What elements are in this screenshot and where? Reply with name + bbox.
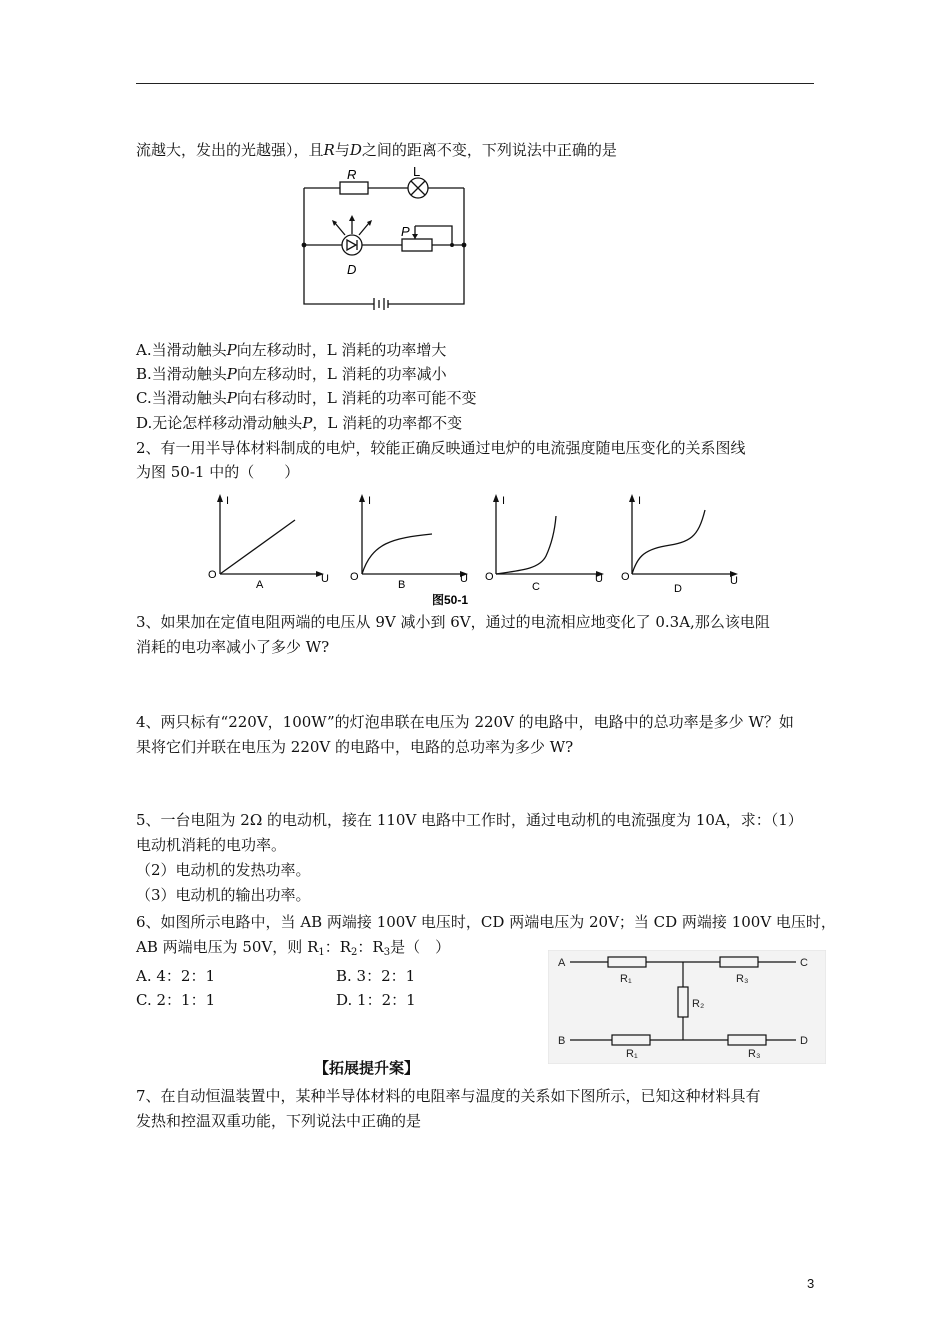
graph-a-origin: O [208,569,217,581]
graph-b-letter: B [398,579,406,591]
q5-line-2: 电动机消耗的电功率。 [136,836,287,854]
graph-a-axis-i: I [226,495,230,507]
graph-d-letter: D [674,583,682,595]
graph-a-axis-u: U [321,573,329,585]
q7-line-2: 发热和控温双重功能，下列说法中正确的是 [136,1112,422,1130]
q2-line-2: 为图 50-1 中的（ ） [136,463,300,481]
page-number: 3 [807,1276,815,1291]
q5-line-1: 5、一台电阻为 2Ω 的电动机，接在 110V 电路中工作时，通过电动机的电流强度为 10A，求：（1） [136,811,803,829]
q6-option-d: D. 1：2：1 [336,991,416,1009]
circuit-label-d: D [347,262,357,277]
q1-stem: 流越大，发出的光越强），且R与D之间的距离不变，下列说法中正确的是 [136,141,617,159]
terminal-a: A [558,957,566,969]
q6-option-b: B. 3：2：1 [336,967,416,985]
resistor-r1-top: R₁ [620,973,632,985]
q6-option-a: A. 4：2：1 [136,967,215,985]
resistor-r3-bottom: R₃ [748,1048,761,1060]
section-heading: 【拓展提升案】 [314,1059,420,1077]
figure-caption: 图50-1 [432,593,469,607]
q3-line-2: 消耗的电功率减小了多少 W? [136,638,330,656]
q7-line-1: 7、在自动恒温装置中，某种半导体材料的电阻率与温度的关系如下图所示，已知这种材料具有 [136,1087,761,1105]
circuit-label-r: R [347,167,357,182]
graph-d-origin: O [621,571,630,583]
graph-c-letter: C [532,581,540,593]
graph-c-origin: O [485,571,494,583]
q1-circuit-diagram [290,160,480,315]
q2-graphs-figure [200,488,750,610]
q2-line-1: 2、有一用半导体材料制成的电炉，较能正确反映通过电炉的电流强度随电压变化的关系图线 [136,439,746,457]
q6-circuit-diagram [548,950,826,1064]
q3-line-1: 3、如果加在定值电阻两端的电压从 9V 减小到 6V，通过的电流相应地变化了 0.3A,那么该电阻 [136,613,770,631]
circuit-label-p: P [401,224,410,239]
q6-option-c: C. 2：1：1 [136,991,216,1009]
resistor-r3-top: R₃ [736,973,749,985]
graph-b-axis-i: I [368,495,372,507]
resistor-r1-bottom: R₁ [626,1048,638,1060]
graph-c-axis-u: U [595,573,603,585]
q6-line-1: 6、如图所示电路中，当 AB 两端接 100V 电压时，CD 两端电压为 20V；当 CD 两端接 100V 电压时， [136,913,836,931]
header-rule [136,83,814,84]
q4-line-2: 果将它们并联在电压为 220V 的电路中，电路的总功率为多少 W? [136,738,574,756]
resistor-r2: R₂ [692,998,705,1010]
terminal-c: C [800,957,808,969]
terminal-d: D [800,1035,808,1047]
q4-line-1: 4、两只标有“220V，100W”的灯泡串联在电压为 220V 的电路中，电路中的总功率是多少 W？如 [136,713,794,731]
q6-line-2: AB 两端电压为 50V，则 $R_1$：$R_2$：$R_3$是（ ） [136,938,451,958]
q1-option-b: B.当滑动触头P向左移动时，L 消耗的功率减小 [136,365,447,383]
q1-option-c: C.当滑动触头P向右移动时，L 消耗的功率可能不变 [136,389,477,407]
graph-d-axis-u: U [730,575,738,587]
graph-c-axis-i: I [502,495,506,507]
q5-line-4: （3）电动机的输出功率。 [136,886,311,904]
terminal-b: B [558,1035,566,1047]
q1-option-a: A.当滑动触头P向左移动时，L 消耗的功率增大 [136,341,447,359]
q1-option-d: D.无论怎样移动滑动触头P，L 消耗的功率都不变 [136,414,463,432]
graph-a-letter: A [256,579,264,591]
circuit-label-l: L [413,164,421,179]
graph-b-origin: O [350,571,359,583]
graph-b-axis-u: U [460,573,468,585]
graph-d-axis-i: I [638,495,642,507]
q5-line-3: （2）电动机的发热功率。 [136,861,311,879]
